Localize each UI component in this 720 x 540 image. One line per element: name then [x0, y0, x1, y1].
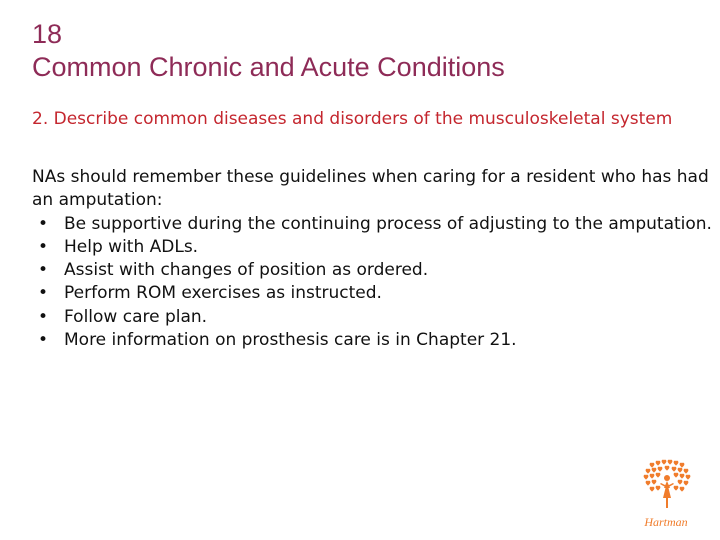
chapter-title — [32, 18, 505, 84]
list-item — [32, 282, 712, 305]
bullet-icon: • — [38, 260, 49, 281]
bullet-icon: • — [38, 283, 49, 304]
bullet-icon: • — [38, 236, 49, 257]
bullet-icon: • — [38, 330, 49, 351]
section-heading: 2. Describe common diseases and disorders of the musculoskeletal system — [32, 109, 673, 129]
list-item-text: More information on prosthesis care is in Chapter 21. — [64, 330, 517, 351]
list-item-text: Be supportive during the continuing process of adjusting to the amputation. — [64, 213, 712, 234]
chapter-name: Common Chronic and Acute Conditions — [32, 52, 505, 82]
list-item — [32, 259, 712, 282]
guidelines-list — [32, 213, 712, 353]
list-item — [32, 306, 712, 329]
bullet-icon: • — [38, 213, 49, 234]
bullet-icon: • — [38, 306, 49, 327]
list-item — [32, 236, 712, 259]
list-item-text: Assist with changes of position as ordered. — [64, 260, 429, 281]
logo-wordmark: Hartman — [644, 515, 688, 529]
intro-text: NAs should remember these guidelines when caring for a resident who has had an amputation: — [32, 167, 709, 211]
list-item-text: Perform ROM exercises as instructed. — [64, 283, 382, 304]
chapter-number: 18 — [32, 19, 63, 49]
tree-of-hearts-icon — [630, 456, 702, 532]
list-item-text: Help with ADLs. — [64, 236, 199, 257]
list-item-text: Follow care plan. — [64, 306, 208, 327]
hartman-logo — [630, 456, 702, 532]
slide-body — [32, 166, 712, 352]
list-item — [32, 329, 712, 352]
list-item — [32, 213, 712, 236]
